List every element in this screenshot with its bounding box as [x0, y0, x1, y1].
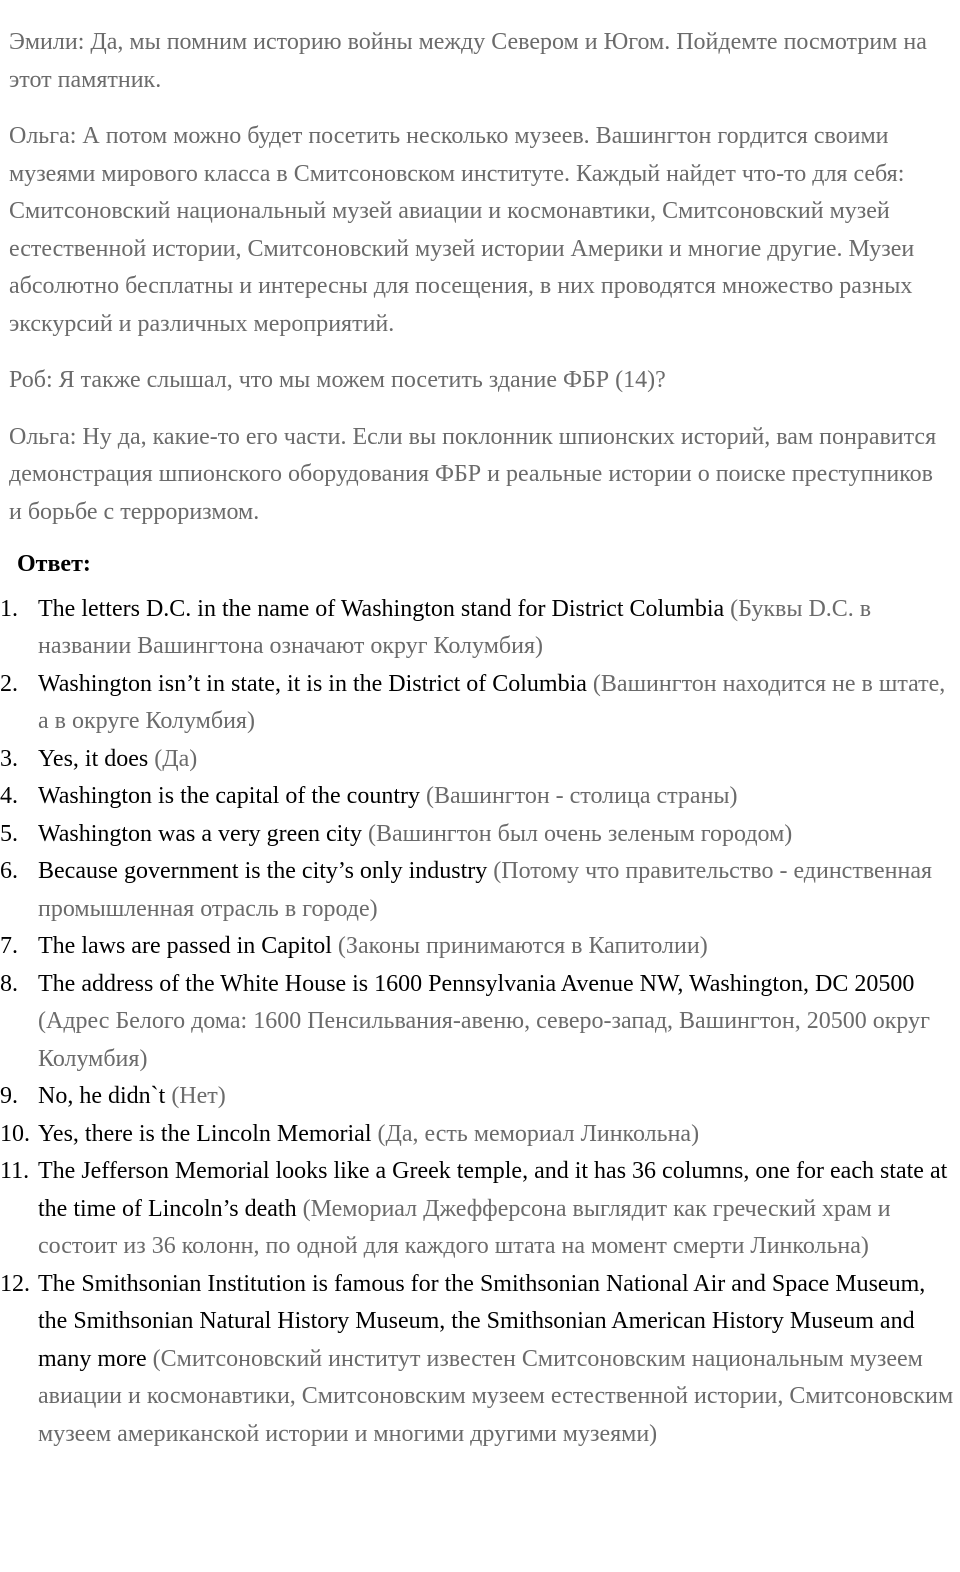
answer-number: 8. [0, 970, 18, 997]
answer-number: 2. [0, 670, 18, 697]
answer-translation: (Да) [154, 745, 198, 772]
answer-number: 10. [0, 1120, 30, 1147]
dialogue-paragraph: Эмили: Да, мы помним историю войны между Севером и Югом. Пойдемте посмотрим на этот памятник. [9, 29, 927, 93]
answer-item [0, 1116, 960, 1154]
answer-item [0, 816, 960, 854]
answer-number: 11. [0, 1158, 30, 1184]
answer-english: The letters D.C. in the name of Washington stand for District Columbia [38, 595, 725, 622]
answer-translation: (Вашингтон находится не в штате, а в округе Колумбия) [38, 670, 946, 734]
answer-english: Because government is the city’s only industry [38, 858, 488, 884]
answer-english: The Smithsonian Institution is famous for the Smithsonian National Air and Space Museum, the Smithsonian Natural History Museum, the Smithsonian American History Museum and many more [38, 1270, 926, 1372]
answer-english: The address of the White House is 1600 Pennsylvania Avenue NW, Washington, DC 20500 [38, 970, 915, 997]
answer-translation: (Буквы D.C. в названии Вашингтона означают округ Колумбия) [38, 595, 872, 659]
answer-item [0, 1078, 960, 1116]
dialogue-section [0, 24, 960, 531]
answer-number: 9. [0, 1083, 18, 1109]
answer-number: 3. [0, 745, 18, 772]
answer-english: The laws are passed in Capitol [38, 933, 332, 959]
answer-translation: (Мемориал Джефферсона выглядит как греческий храм и состоит из 36 колонн, по одной для каждого штата на момент смерти Линкольна) [38, 1195, 891, 1259]
answer-list [0, 591, 960, 1454]
answer-translation: (Законы принимаются в Капитолии) [337, 933, 708, 959]
answer-english: No, he didn`t [38, 1083, 166, 1109]
answer-heading: Ответ: [17, 551, 91, 577]
dialogue-paragraph: Ольга: Ну да, какие-то его части. Если вы поклонник шпионских историй, вам понравится демонстрация шпионского оборудования ФБР и реальные истории о поиске преступников и борьбе с терроризмом. [9, 423, 937, 525]
answer-translation: (Смитсоновский институт известен Смитсоновским национальным музеем авиации и космонавтики, Смитсоновским музеем естественной истории, Смитсоновским музеем американской истории и многими другими музеями) [38, 1345, 954, 1447]
answer-translation: (Адрес Белого дома: 1600 Пенсильвания-авеню, северо-запад, Вашингтон, 20500 округ Колумбия) [38, 1008, 930, 1072]
answer-translation: (Вашингтон - столица страны) [425, 783, 738, 809]
answer-item [0, 928, 960, 966]
answer-item [0, 966, 960, 1079]
answer-item [0, 778, 960, 816]
answer-english: The Jefferson Memorial looks like a Greek temple, and it has 36 columns, one for each state at the time of Lincoln’s death [38, 1158, 948, 1222]
answer-translation: (Потому что правительство - единственная промышленная отрасль в городе) [38, 858, 933, 922]
answer-translation: (Да, есть мемориал Линкольна) [377, 1120, 700, 1147]
answer-item [0, 666, 960, 741]
answer-item [0, 853, 960, 928]
answer-item [0, 741, 960, 779]
answer-number: 4. [0, 783, 18, 809]
answer-number: 7. [0, 933, 18, 959]
answer-number: 1. [0, 595, 18, 622]
answer-english: Washington is the capital of the country [38, 783, 420, 809]
answer-item [0, 591, 960, 666]
answer-item [0, 1266, 960, 1454]
answer-english: Washington was a very green city [38, 820, 362, 847]
answer-number: 6. [0, 858, 18, 884]
answer-number: 5. [0, 820, 18, 847]
answer-item [0, 1153, 960, 1266]
answer-english: Washington isn’t in state, it is in the District of Columbia [38, 670, 587, 697]
answer-translation: (Нет) [171, 1083, 226, 1109]
answer-english: Yes, it does [38, 745, 149, 772]
answer-english: Yes, there is the Lincoln Memorial [38, 1120, 372, 1147]
dialogue-paragraph: Ольга: А потом можно будет посетить несколько музеев. Вашингтон гордится своими музеями мирового класса в Смитсоновском институте. Каждый найдет что-то для себя: Смитсоновский национальный музей авиации и космонавтики, Смитсоновский музей естественной истории, Смитсоновский музей истории Америки и многие другие. Музеи абсолютно бесплатны и интересны для посещения, в них проводятся множество разных экскурсий и различных мероприятий. [9, 123, 915, 337]
dialogue-paragraph: Роб: Я также слышал, что мы можем посетить здание ФБР (14)? [9, 367, 666, 393]
answer-number: 12. [0, 1270, 30, 1297]
answer-translation: (Вашингтон был очень зеленым городом) [367, 820, 793, 847]
